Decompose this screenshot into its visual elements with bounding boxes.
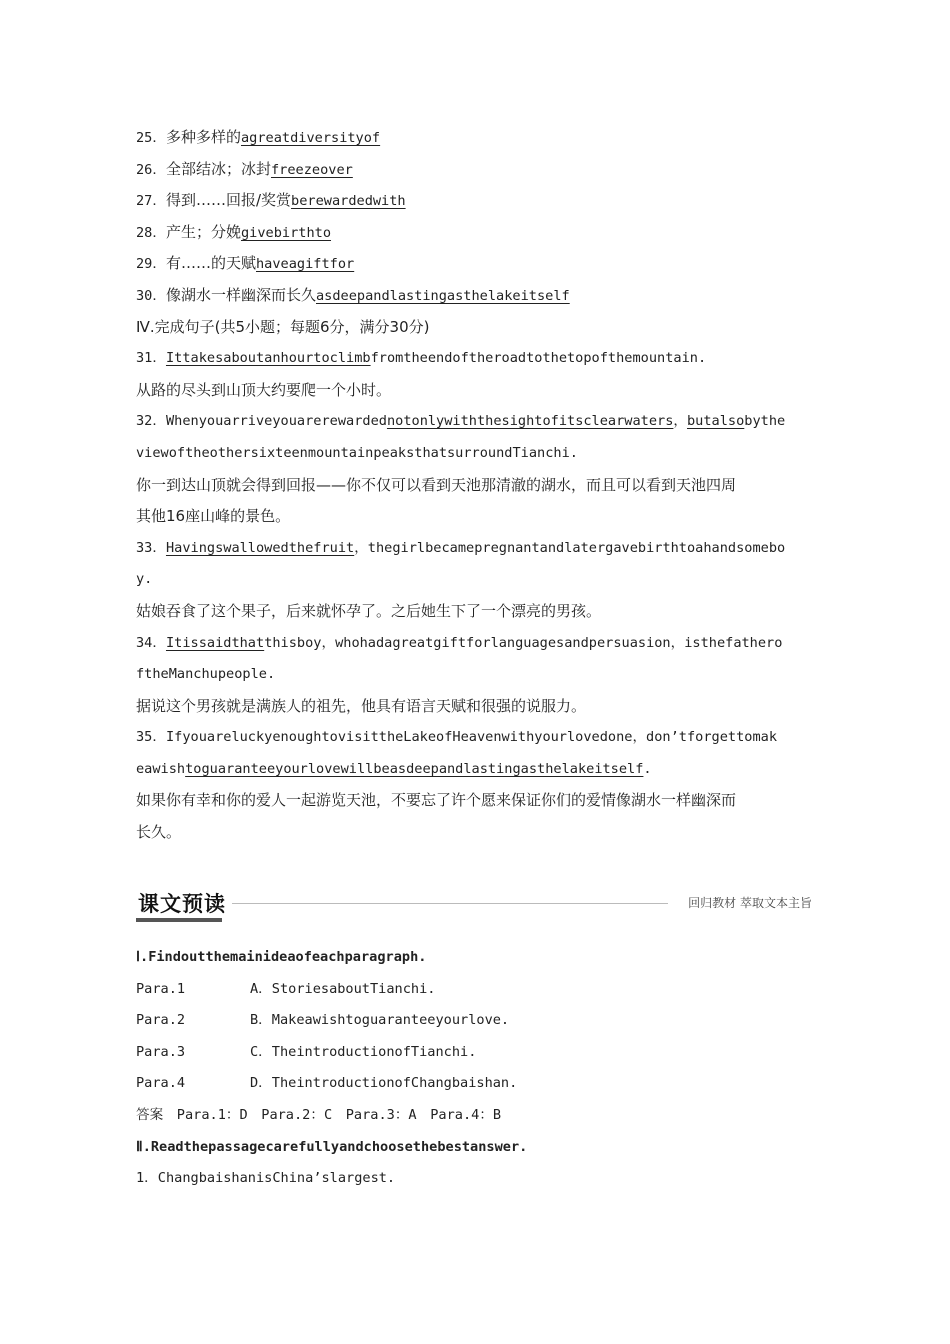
banner-title: 课文预读 — [138, 892, 226, 916]
sentence-34-cont: ftheManchupeople. — [136, 666, 276, 683]
banner-subtitle: 回归教材 萃取文本主旨 — [688, 896, 812, 910]
answer-key: 答案 Para.1：D Para.2：C Para.3：A Para.4：B — [136, 1106, 502, 1123]
sentence-32: 32．Whenyouarriveyouarerewardednotonlywiththesightofitsclearwaters，butalsobythe — [136, 413, 786, 430]
paragraph-row: Para.4 D．TheintroductionofChangbaishan. — [136, 1075, 518, 1092]
banner-divider — [232, 903, 668, 904]
vocab-item: 25．多种多样的agreatdiversityof — [136, 128, 381, 146]
preview-section — [136, 942, 816, 1195]
sentence-32-cont: viewoftheothersixteenmountainpeaksthatsurroundTianchi. — [136, 444, 578, 461]
vocab-item: 26．全部结冰；冰封freezeover — [136, 159, 353, 178]
part1-heading: Ⅰ.Findoutthemainideaofeachparagraph. — [136, 949, 427, 965]
question-1: 1．ChangbaishanisChina’slargest. — [136, 1170, 396, 1187]
exercise-section — [136, 122, 816, 849]
vocab-item: 29．有……的天赋haveagiftfor — [136, 254, 355, 273]
section-heading: Ⅳ.完成句子(共5小题；每题6分，满分30分) — [136, 317, 430, 336]
sentence-35-cont: eawishtoguaranteeyourlovewillbeasdeepandlastingasthelakeitself. — [136, 760, 652, 777]
sentence-31: 31．Ittakesaboutanhourtoclimbfromtheendoftheroadtothetopofthemountain. — [136, 350, 707, 367]
sentence-33-cont: y. — [136, 571, 153, 588]
sentence-33: 33．Havingswallowedthefruit，thegirlbecamepregnantandlatergavebirthtoahandsomebo — [136, 539, 786, 556]
translation-35-cont: 长久。 — [136, 823, 182, 842]
vocab-item: 27．得到……回报/奖赏berewardedwith — [136, 191, 406, 210]
translation-32-cont: 其他16座山峰的景色。 — [136, 507, 291, 526]
part2-heading: Ⅱ.Readthepassagecarefullyandchoosethebestanswer. — [136, 1138, 528, 1155]
vocab-item: 28．产生；分娩givebirthto — [136, 222, 332, 241]
banner-underline — [136, 918, 222, 922]
paragraph-row: Para.3 C．TheintroductionofTianchi. — [136, 1043, 477, 1060]
translation-32: 你一到达山顶就会得到回报——你不仅可以看到天池那清澈的湖水，而且可以看到天池四周 — [136, 475, 737, 494]
translation-33: 姑娘吞食了这个果子，后来就怀孕了。之后她生下了一个漂亮的男孩。 — [136, 601, 602, 620]
translation-35: 如果你有幸和你的爱人一起游览天池，不要忘了许个愿来保证你们的爱情像湖水一样幽深而 — [136, 791, 737, 810]
sentence-34: 34．Itissaidthatthisboy，whohadagreatgiftforlanguagesandpersuasion，isthefathero — [136, 634, 783, 651]
translation-31: 从路的尽头到山顶大约要爬一个小时。 — [136, 380, 392, 399]
paragraph-row: Para.2 B．Makeawishtoguaranteeyourlove. — [136, 1012, 510, 1029]
paragraph-row: Para.1 A．StoriesaboutTianchi. — [136, 980, 436, 997]
translation-34: 据说这个男孩就是满族人的祖先，他具有语言天赋和很强的说服力。 — [136, 696, 587, 715]
sentence-35: 35．IfyouareluckyenoughtovisittheLakeofHeavenwithyourlovedone，don’tforgettomak — [136, 729, 778, 746]
section-banner — [136, 884, 816, 924]
vocab-item: 30．像湖水一样幽深而长久asdeepandlastingasthelakeitself — [136, 285, 570, 304]
